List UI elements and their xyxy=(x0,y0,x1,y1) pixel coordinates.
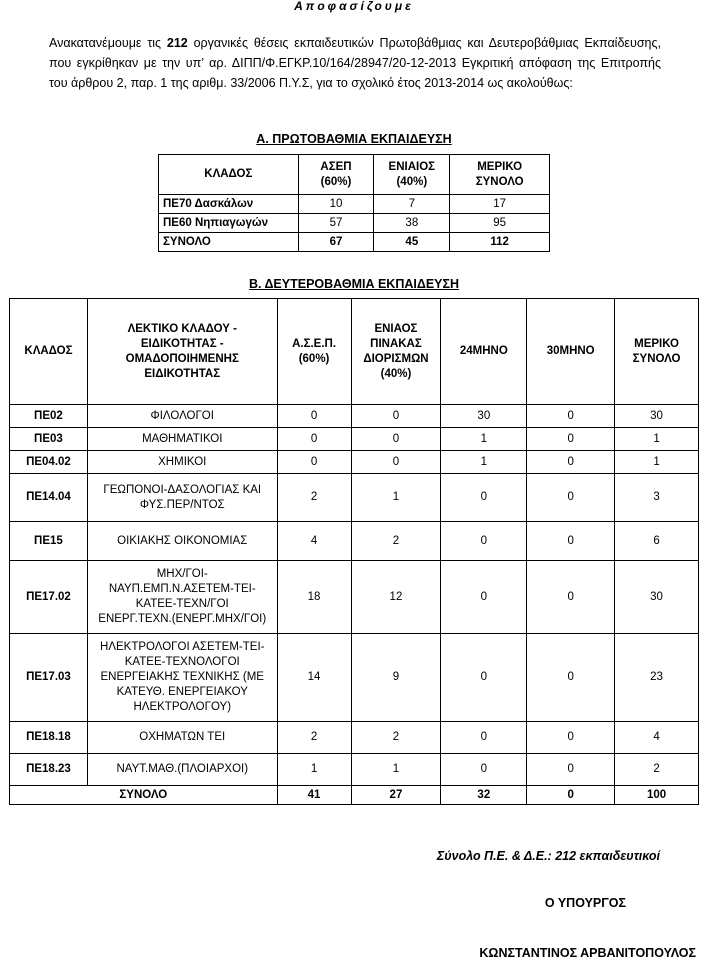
cell-eniaios: 9 xyxy=(351,634,441,722)
cell-name-line: ΦΙΛΟΛΟΓΟΙ xyxy=(150,409,214,422)
cell-name-line: ΚΑΤΕΕ-ΤΕΧΝ/ΓΟΙ xyxy=(135,598,229,610)
header-klados: ΚΛΑΔΟΣ xyxy=(159,155,299,195)
cell-code: ΠΕ04.02 xyxy=(10,451,88,474)
cell-name xyxy=(87,754,277,786)
section-b-title: Β. ΔΕΥΤΕΡΟΒΑΘΜΙΑ ΕΚΠΑΙΔΕΥΣΗ xyxy=(248,277,460,291)
header-synolo: ΣΥΝΟΛΟ xyxy=(475,175,524,188)
cell-30mino: 0 xyxy=(527,428,615,451)
cell-asep: 1 xyxy=(277,754,351,786)
intro-paragraph xyxy=(49,33,661,93)
cell-name xyxy=(87,722,277,754)
header-line: (60%) xyxy=(298,352,330,365)
cell-asep: 0 xyxy=(277,405,351,428)
cell-30mino: 0 xyxy=(527,405,615,428)
cell-asep: 2 xyxy=(277,722,351,754)
cell-name-line: ΗΛΕΚΤΡΟΛΟΓΟΥ) xyxy=(133,701,232,713)
cell-30mino: 0 xyxy=(527,722,615,754)
cell-eniaios: 12 xyxy=(351,561,441,634)
cell-30mino: 0 xyxy=(527,451,615,474)
secondary-education-table xyxy=(9,298,699,805)
cell-asep: 57 xyxy=(298,214,374,233)
total-30mino: 0 xyxy=(527,786,615,805)
cell-code: ΠΕ15 xyxy=(10,522,88,561)
cell-name-line: ΦΥΣ.ΠΕΡ/ΝΤΟΣ xyxy=(139,498,225,511)
header-meriko: ΜΕΡΙΚΟ xyxy=(477,160,523,173)
cell-name-line: ΜΗΧ/ΓΟΙ- xyxy=(156,568,208,580)
table-row xyxy=(10,428,699,451)
header-line: (40%) xyxy=(380,367,412,380)
cell-asep: 67 xyxy=(298,233,374,252)
cell-name-line: ΝΑΥΠ.ΕΜΠ.Ν.ΑΣΕΤΕΜ-ΤΕΙ- xyxy=(108,583,256,595)
header-line: ΕΝΙΑΟΣ xyxy=(374,322,418,335)
secondary-table-body xyxy=(10,405,699,786)
header-lektiko xyxy=(87,299,277,405)
cell-asep: 18 xyxy=(277,561,351,634)
minister-name: ΚΩΝΣΤΑΝΤΙΝΟΣ ΑΡΒΑΝΙΤΟΠΟΥΛΟΣ xyxy=(479,946,696,960)
cell-name-line: ΟΙΚΙΑΚΗΣ ΟΙΚΟΝΟΜΙΑΣ xyxy=(117,534,248,547)
table-row xyxy=(159,195,550,214)
cell-total: 23 xyxy=(615,634,699,722)
cell-name xyxy=(87,561,277,634)
cell-name-line: ΕΝΕΡΓΕΙΑΚΗΣ ΤΕΧΝΙΚΗΣ (ΜΕ xyxy=(100,671,264,683)
table-header-row xyxy=(10,299,699,405)
table-total-row xyxy=(159,233,550,252)
cell-total: 30 xyxy=(615,405,699,428)
header-line: ΟΜΑΔΟΠΟΙΗΜΕΝΗΣ xyxy=(125,352,239,365)
cell-24mino: 0 xyxy=(441,474,527,522)
cell-24mino: 0 xyxy=(441,754,527,786)
cell-eniaios: 1 xyxy=(351,474,441,522)
header-asep xyxy=(277,299,351,405)
primary-education-table xyxy=(158,154,550,252)
cell-name-line: ΗΛΕΚΤΡΟΛΟΓΟΙ ΑΣΕΤΕΜ-ΤΕΙ- xyxy=(100,641,265,653)
cell-30mino: 0 xyxy=(527,754,615,786)
cell-eniaios: 2 xyxy=(351,522,441,561)
header-eniaios-label: ΕΝΙΑΙΟΣ xyxy=(388,160,436,173)
cell-30mino: 0 xyxy=(527,634,615,722)
cell-eniaios: 2 xyxy=(351,722,441,754)
cell-total: 17 xyxy=(450,195,550,214)
header-line: ΠΙΝΑΚΑΣ xyxy=(370,337,422,350)
table-row xyxy=(10,722,699,754)
cell-total: 6 xyxy=(615,522,699,561)
cell-name-line: ΚΑΤΕΕ-ΤΕΧΝΟΛΟΓΟΙ xyxy=(124,656,240,668)
header-eniaios xyxy=(351,299,441,405)
header-asep-label: ΑΣΕΠ xyxy=(320,160,352,173)
minister-title: Ο ΥΠΟΥΡΓΟΣ xyxy=(544,896,626,910)
cell-asep: 0 xyxy=(277,428,351,451)
section-a-title: Α. ΠΡΩΤΟΒΑΘΜΙΑ ΕΚΠΑΙΔΕΥΣΗ xyxy=(256,132,452,146)
cell-24mino: 0 xyxy=(441,634,527,722)
cell-asep: 10 xyxy=(298,195,374,214)
cell-name-line: ΟΧΗΜΑΤΩΝ ΤΕΙ xyxy=(139,731,226,743)
cell-eniaios: 7 xyxy=(374,195,450,214)
cell-eniaios: 45 xyxy=(374,233,450,252)
cell-total: 4 xyxy=(615,722,699,754)
cell-code: ΠΕ02 xyxy=(10,405,88,428)
cell-name-line: ΕΝΕΡΓ.ΤΕΧΝ.(ΕΝΕΡΓ.ΜΗΧ/ΓΟΙ) xyxy=(98,613,267,625)
cell-total: 30 xyxy=(615,561,699,634)
cell-code: ΠΕ18.18 xyxy=(10,722,88,754)
header-line: ΣΥΝΟΛΟ xyxy=(632,352,681,365)
cell-total: 1 xyxy=(615,451,699,474)
cell-24mino: 1 xyxy=(441,428,527,451)
cell-name-line: ΚΑΤΕΥΘ. ΕΝΕΡΓΕΙΑΚΟΥ xyxy=(116,686,248,698)
cell-name-line: ΝΑΥΤ.ΜΑΘ.(ΠΛΟΙΑΡΧΟΙ) xyxy=(116,763,249,775)
table-header-row xyxy=(159,155,550,195)
cell-total: 3 xyxy=(615,474,699,522)
header-line: ΔΙΟΡΙΣΜΩΝ xyxy=(363,352,429,365)
intro-text-start: Ανακατανέμουμε τις xyxy=(49,36,167,50)
header-klados: ΚΛΑΔΟΣ xyxy=(10,299,88,405)
cell-asep: 14 xyxy=(277,634,351,722)
header-eniaios-pct: (40%) xyxy=(396,175,428,188)
cell-24mino: 1 xyxy=(441,451,527,474)
cell-name-line: ΜΑΘΗΜΑΤΙΚΟΙ xyxy=(142,432,223,445)
table-row xyxy=(10,405,699,428)
cell-name xyxy=(87,428,277,451)
decision-heading: Αποφασίζουμε xyxy=(294,0,414,13)
cell-name xyxy=(87,634,277,722)
cell-total: 2 xyxy=(615,754,699,786)
header-24mino: 24ΜΗΝΟ xyxy=(441,299,527,405)
cell-eniaios: 1 xyxy=(351,754,441,786)
total-label: ΣΥΝΟΛΟ xyxy=(10,786,278,805)
cell-total: 112 xyxy=(450,233,550,252)
cell-code: ΠΕ17.02 xyxy=(10,561,88,634)
cell-code: ΠΕ18.23 xyxy=(10,754,88,786)
table-row xyxy=(10,561,699,634)
header-line: Α.Σ.Ε.Π. xyxy=(292,337,337,350)
cell-name-line: ΓΕΩΠΟΝΟΙ-ΔΑΣΟΛΟΓΙΑΣ ΚΑΙ xyxy=(103,483,262,496)
grand-total-summary: Σύνολο Π.Ε. & Δ.Ε.: 212 εκπαιδευτικοί xyxy=(436,849,660,863)
cell-code: ΠΕ14.04 xyxy=(10,474,88,522)
table-row xyxy=(10,474,699,522)
cell-24mino: 0 xyxy=(441,561,527,634)
cell-30mino: 0 xyxy=(527,474,615,522)
total-eniaios: 27 xyxy=(351,786,441,805)
cell-total: 95 xyxy=(450,214,550,233)
cell-asep: 2 xyxy=(277,474,351,522)
intro-text-rest: οργανικές θέσεις εκπαιδευτικών Πρωτοβάθμιας και Δευτεροβάθμιας Εκπαίδευσης, που εγκρίθηκαν με την υπ’ αρ. ΔΙΠΠ/Φ.ΕΓΚΡ.10/164/28947/20-12-2013 Εγκριτική απόφαση της Επιτροπής του άρθρου 2, παρ. 1 της αριθμ. 33/2006 Π.Υ.Σ, για το σχολικό έτος 2013-2014 ως ακολούθως: xyxy=(49,36,661,90)
table-row xyxy=(10,754,699,786)
table-row xyxy=(159,214,550,233)
cell-asep: 0 xyxy=(277,451,351,474)
total-24mino: 32 xyxy=(441,786,527,805)
cell-eniaios: 0 xyxy=(351,405,441,428)
header-asep-pct: (60%) xyxy=(320,175,352,188)
header-eniaios xyxy=(374,155,450,195)
header-line: ΜΕΡΙΚΟ xyxy=(634,337,679,350)
header-meriko-synolo xyxy=(615,299,699,405)
total-asep: 41 xyxy=(277,786,351,805)
row-label: ΠΕ60 Νηπιαγωγών xyxy=(159,214,299,233)
cell-24mino: 0 xyxy=(441,722,527,754)
cell-30mino: 0 xyxy=(527,522,615,561)
header-line: ΛΕΚΤΙΚΟ ΚΛΑΔΟΥ - xyxy=(127,322,237,335)
cell-code: ΠΕ03 xyxy=(10,428,88,451)
cell-24mino: 0 xyxy=(441,522,527,561)
cell-eniaios: 38 xyxy=(374,214,450,233)
total-meriko: 100 xyxy=(615,786,699,805)
cell-name xyxy=(87,451,277,474)
header-asep xyxy=(298,155,374,195)
table-row xyxy=(10,634,699,722)
intro-count: 212 xyxy=(166,36,188,50)
header-meriko-synolo xyxy=(450,155,550,195)
cell-code: ΠΕ17.03 xyxy=(10,634,88,722)
header-line: ΕΙΔΙΚΟΤΗΤΑΣ xyxy=(144,367,221,380)
header-line: ΕΙΔΙΚΟΤΗΤΑΣ - xyxy=(140,337,224,350)
cell-eniaios: 0 xyxy=(351,451,441,474)
cell-name xyxy=(87,474,277,522)
cell-name xyxy=(87,522,277,561)
row-label: ΠΕ70 Δασκάλων xyxy=(159,195,299,214)
cell-eniaios: 0 xyxy=(351,428,441,451)
cell-name-line: ΧΗΜΙΚΟΙ xyxy=(158,455,207,468)
row-label: ΣΥΝΟΛΟ xyxy=(159,233,299,252)
cell-name xyxy=(87,405,277,428)
header-30mino: 30ΜΗΝΟ xyxy=(527,299,615,405)
table-row xyxy=(10,522,699,561)
table-row xyxy=(10,451,699,474)
cell-total: 1 xyxy=(615,428,699,451)
table-total-row xyxy=(10,786,699,805)
cell-24mino: 30 xyxy=(441,405,527,428)
cell-asep: 4 xyxy=(277,522,351,561)
cell-30mino: 0 xyxy=(527,561,615,634)
